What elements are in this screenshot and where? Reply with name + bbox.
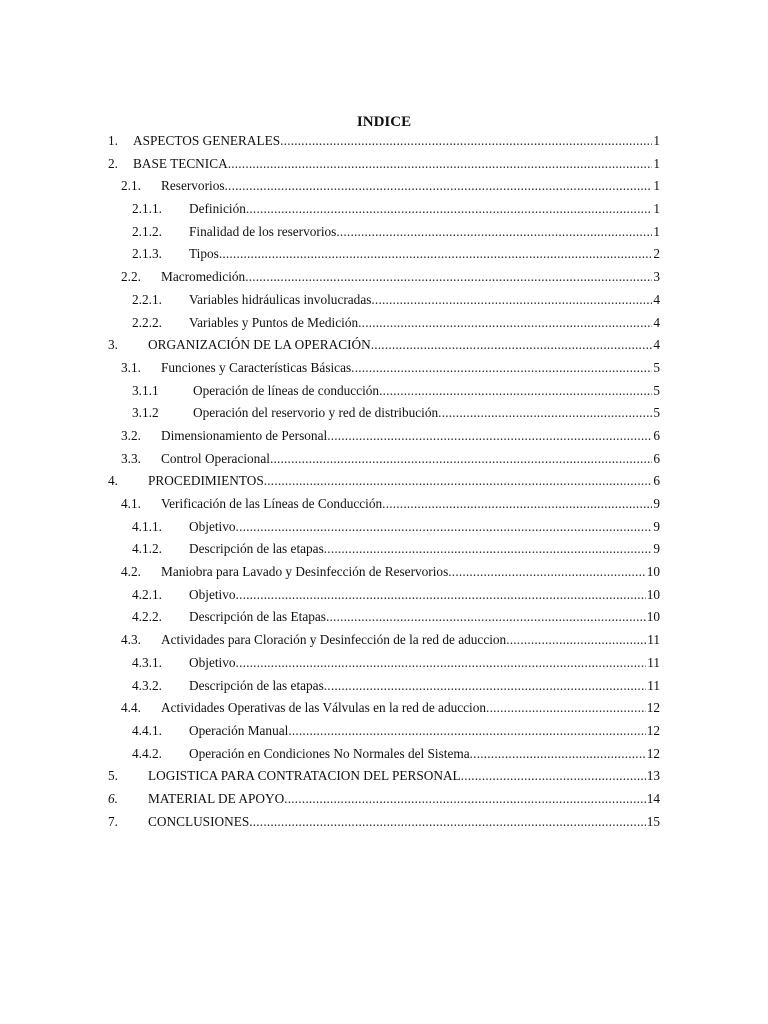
toc-entry-label: Operación en Condiciones No Normales del Sistema xyxy=(189,743,470,766)
toc-entry-number: 4.4. xyxy=(121,700,141,716)
toc-entry-label: Variables y Puntos de Medición xyxy=(189,312,358,335)
toc-entry-page: 15 xyxy=(646,813,660,829)
toc-entry-number: 6. xyxy=(108,790,118,806)
dot-leader xyxy=(506,629,646,652)
table-of-contents xyxy=(0,130,768,833)
toc-entry-page: 4 xyxy=(653,314,660,330)
toc-entry-number: 3.1.1 xyxy=(132,382,159,398)
toc-entry-number: 3.1.2 xyxy=(132,405,159,421)
toc-entry-label: Descripción de las etapas xyxy=(189,538,324,561)
dot-leader xyxy=(324,538,653,561)
toc-entry-label: Definición xyxy=(189,198,246,221)
dot-leader xyxy=(379,380,652,403)
dot-leader xyxy=(288,720,645,743)
dot-leader xyxy=(236,584,646,607)
toc-entry-page: 9 xyxy=(653,496,660,511)
toc-entry[interactable] xyxy=(0,743,768,766)
toc-entry[interactable] xyxy=(0,175,768,198)
toc-entry-number: 2.2. xyxy=(121,269,141,285)
toc-entry-page: 9 xyxy=(653,518,660,534)
toc-entry-number: 4.3.2. xyxy=(132,677,162,693)
toc-entry-label: Operación Manual xyxy=(189,720,288,743)
toc-entry-label: Objetivo xyxy=(189,584,236,607)
toc-entry-page: 12 xyxy=(646,700,660,716)
toc-entry-label: Control Operacional xyxy=(161,448,270,471)
toc-entry-label: Actividades Operativas de las Válvulas en la red de aduccion xyxy=(161,697,486,720)
toc-entry-label: BASE TECNICA xyxy=(133,153,228,176)
toc-entry-page: 4 xyxy=(653,337,660,353)
toc-entry-page: 13 xyxy=(646,768,660,784)
dot-leader xyxy=(324,675,646,698)
dot-leader xyxy=(448,561,645,584)
toc-entry-label: Reservorios xyxy=(161,175,225,198)
toc-entry-number: 4.3. xyxy=(121,632,141,648)
toc-entry-number: 4.2.1. xyxy=(132,586,162,602)
toc-entry[interactable] xyxy=(0,652,768,675)
toc-entry-number: 2.1.3. xyxy=(132,246,162,262)
toc-entry-label: CONCLUSIONES xyxy=(148,811,249,834)
toc-entry[interactable] xyxy=(0,538,768,561)
toc-entry-label: Verificación de las Líneas de Conducción xyxy=(161,493,382,516)
toc-entry-number: 3. xyxy=(108,337,118,353)
toc-entry[interactable] xyxy=(0,221,768,244)
toc-entry-number: 3.1. xyxy=(121,359,141,375)
toc-entry-label: Funciones y Características Básicas xyxy=(161,357,351,380)
dot-leader xyxy=(228,153,653,176)
toc-entry[interactable] xyxy=(0,629,768,652)
toc-entry[interactable] xyxy=(0,606,768,629)
toc-entry[interactable] xyxy=(0,266,768,289)
toc-entry-page: 12 xyxy=(646,722,660,738)
toc-entry-label: MATERIAL DE APOYO xyxy=(148,788,284,811)
toc-entry-label: Macromedición xyxy=(161,266,245,289)
toc-entry-page: 5 xyxy=(653,359,660,375)
toc-entry-number: 2. xyxy=(108,155,118,171)
toc-entry-page: 1 xyxy=(653,133,660,148)
toc-entry-label: Objetivo xyxy=(189,652,236,675)
toc-entry-number: 4.1.2. xyxy=(132,541,162,557)
toc-entry-label: Tipos xyxy=(189,243,219,266)
toc-entry-page: 10 xyxy=(646,564,660,580)
toc-entry[interactable] xyxy=(0,153,768,176)
toc-entry-number: 4.2. xyxy=(121,564,141,580)
toc-entry[interactable] xyxy=(0,584,768,607)
toc-entry-page: 6 xyxy=(653,427,660,443)
dot-leader xyxy=(246,198,652,221)
dot-leader xyxy=(351,357,652,380)
toc-entry-label: Finalidad de los reservorios xyxy=(189,221,336,244)
toc-entry[interactable] xyxy=(0,765,768,788)
dot-leader xyxy=(249,811,645,834)
toc-entry[interactable] xyxy=(0,516,768,539)
toc-entry-number: 2.2.1. xyxy=(132,291,162,307)
toc-entry[interactable] xyxy=(0,380,768,403)
toc-title: INDICE xyxy=(356,114,412,130)
toc-entry-label: ORGANIZACIÓN DE LA OPERACIÓN xyxy=(148,334,371,357)
toc-entry-number: 4.4.2. xyxy=(132,745,162,761)
dot-leader xyxy=(470,743,646,766)
toc-entry-page: 5 xyxy=(653,382,660,398)
toc-entry-label: LOGISTICA PARA CONTRATACION DEL PERSONAL xyxy=(148,765,461,788)
dot-leader xyxy=(461,765,646,788)
toc-entry-number: 4.2.2. xyxy=(132,609,162,625)
toc-entry-page: 11 xyxy=(647,654,660,670)
dot-leader xyxy=(358,312,652,335)
toc-entry-label: Objetivo xyxy=(189,516,236,539)
toc-entry-page: 1 xyxy=(653,178,660,194)
toc-entry[interactable] xyxy=(0,675,768,698)
toc-entry-number: 3.3. xyxy=(121,450,141,466)
toc-entry[interactable] xyxy=(0,425,768,448)
toc-entry-page: 11 xyxy=(647,677,660,693)
toc-entry-page: 10 xyxy=(646,609,660,625)
toc-entry-page: 9 xyxy=(653,541,660,557)
toc-entry-number: 2.1.2. xyxy=(132,223,162,239)
dot-leader xyxy=(219,243,653,266)
toc-entry-label: Variables hidráulicas involucradas xyxy=(189,289,371,312)
toc-entry-page: 2 xyxy=(653,246,660,262)
toc-entry[interactable] xyxy=(0,357,768,380)
toc-entry-number: 4.1. xyxy=(121,496,141,511)
dot-leader xyxy=(371,334,653,357)
toc-entry[interactable] xyxy=(0,198,768,221)
toc-entry-page: 11 xyxy=(647,632,660,648)
toc-entry-label: Descripción de las Etapas xyxy=(189,606,326,629)
toc-entry[interactable] xyxy=(0,811,768,834)
toc-entry-label: PROCEDIMIENTOS xyxy=(148,470,264,493)
toc-entry-page: 14 xyxy=(646,790,660,806)
toc-entry-label: Descripción de las etapas xyxy=(189,675,324,698)
dot-leader xyxy=(382,493,652,516)
dot-leader xyxy=(371,289,652,312)
toc-entry-page: 12 xyxy=(646,745,660,761)
toc-entry-page: 5 xyxy=(653,405,660,421)
toc-entry-label: Actividades para Cloración y Desinfección de la red de aduccion xyxy=(161,629,506,652)
toc-entry-label: Operación de líneas de conducción xyxy=(193,380,379,403)
toc-entry-number: 4.3.1. xyxy=(132,654,162,670)
dot-leader xyxy=(264,470,653,493)
toc-entry[interactable] xyxy=(0,312,768,335)
dot-leader xyxy=(326,606,646,629)
toc-entry-page: 3 xyxy=(653,269,660,285)
dot-leader xyxy=(438,402,652,425)
toc-entry[interactable] xyxy=(0,243,768,266)
toc-entry-page: 1 xyxy=(653,155,660,171)
dot-leader xyxy=(245,266,652,289)
toc-entry-label: Operación del reservorio y red de distribución xyxy=(193,402,438,425)
toc-entry-page: 4 xyxy=(653,291,660,307)
toc-entry[interactable] xyxy=(0,788,768,811)
dot-leader xyxy=(284,788,646,811)
dot-leader xyxy=(270,448,652,471)
toc-entry-label: Dimensionamiento de Personal xyxy=(161,425,327,448)
dot-leader xyxy=(236,652,647,675)
toc-entry[interactable] xyxy=(0,402,768,425)
toc-entry[interactable] xyxy=(0,470,768,493)
toc-entry-number: 4.4.1. xyxy=(132,722,162,738)
toc-entry[interactable] xyxy=(0,720,768,743)
toc-entry[interactable] xyxy=(0,561,768,584)
toc-entry-page: 6 xyxy=(653,473,660,489)
dot-leader xyxy=(336,221,652,244)
toc-entry[interactable] xyxy=(0,130,768,153)
toc-entry-number: 5. xyxy=(108,768,118,784)
dot-leader xyxy=(327,425,652,448)
dot-leader xyxy=(236,516,653,539)
toc-entry-number: 7. xyxy=(108,813,118,829)
toc-entry-number: 1. xyxy=(108,133,118,148)
toc-entry[interactable] xyxy=(0,697,768,720)
toc-entry-page: 1 xyxy=(653,201,660,217)
toc-entry[interactable] xyxy=(0,334,768,357)
toc-entry-number: 2.1. xyxy=(121,178,141,194)
toc-entry[interactable] xyxy=(0,448,768,471)
dot-leader xyxy=(486,697,646,720)
toc-entry-label: ASPECTOS GENERALES xyxy=(133,130,280,153)
toc-entry-page: 1 xyxy=(653,223,660,239)
toc-entry[interactable] xyxy=(0,289,768,312)
toc-entry-page: 10 xyxy=(646,586,660,602)
dot-leader xyxy=(280,130,652,153)
toc-entry-number: 4.1.1. xyxy=(132,518,162,534)
toc-entry-number: 2.1.1. xyxy=(132,201,162,217)
toc-entry-label: Maniobra para Lavado y Desinfección de Reservorios xyxy=(161,561,448,584)
dot-leader xyxy=(225,175,653,198)
toc-entry-number: 2.2.2. xyxy=(132,314,162,330)
toc-entry[interactable] xyxy=(0,493,768,516)
toc-entry-page: 6 xyxy=(653,450,660,466)
toc-entry-number: 3.2. xyxy=(121,427,141,443)
toc-entry-number: 4. xyxy=(108,473,118,489)
